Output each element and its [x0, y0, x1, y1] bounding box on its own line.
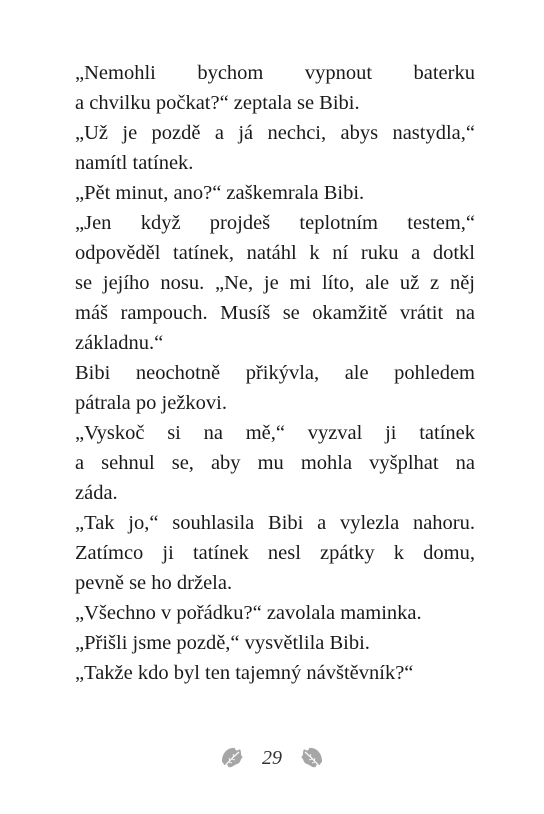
- text-line: máš rampouch. Musíš se okamžitě vrátit na: [75, 302, 475, 324]
- text-line: se jejího nosu. „Ne, je mi líto, ale už z něj: [75, 272, 475, 294]
- text-line: „Už je pozdě a já nechci, abys nastydla,“: [75, 122, 475, 144]
- leaf-icon-left: [218, 743, 248, 773]
- page-footer: [0, 738, 544, 778]
- paragraph: [75, 418, 475, 508]
- paragraph: [75, 208, 475, 358]
- paragraph: [75, 628, 475, 658]
- text-line: „Vyskoč si na mě,“ vyzval ji tatínek: [75, 422, 475, 444]
- paragraph: [75, 508, 475, 598]
- text-line: Zatímco ji tatínek nesl zpátky k domu,: [75, 542, 475, 564]
- text-line: namítl tatínek.: [75, 152, 194, 174]
- paragraph: [75, 118, 475, 178]
- paragraph: [75, 598, 475, 628]
- text-line: „Pět minut, ano?“ zaškemrala Bibi.: [75, 182, 365, 204]
- paragraph: [75, 658, 475, 688]
- text-line: „Přišli jsme pozdě,“ vysvětlila Bibi.: [75, 632, 370, 654]
- paragraph: [75, 358, 475, 418]
- text-line: „Jen když projdeš teplotním testem,“: [75, 212, 475, 234]
- body-text: [75, 58, 475, 688]
- paragraph: [75, 58, 475, 118]
- text-line: „Tak jo,“ souhlasila Bibi a vylezla nahoru.: [75, 512, 475, 534]
- text-line: Bibi neochotně přikývla, ale pohledem: [75, 362, 475, 384]
- text-line: odpověděl tatínek, natáhl k ní ruku a dotkl: [75, 242, 475, 264]
- paragraph: [75, 178, 475, 208]
- text-line: pevně se ho držela.: [75, 572, 233, 594]
- text-line: základnu.“: [75, 332, 164, 354]
- text-line: „Nemohli bychom vypnout baterku: [75, 62, 475, 84]
- text-line: „Všechno v pořádku?“ zavolala maminka.: [75, 602, 422, 624]
- text-line: pátrala po ježkovi.: [75, 392, 227, 414]
- leaf-icon-right: [296, 743, 326, 773]
- text-line: „Takže kdo byl ten tajemný návštěvník?“: [75, 662, 414, 684]
- text-line: a sehnul se, aby mu mohla vyšplhat na: [75, 452, 475, 474]
- page-number: 29: [262, 746, 282, 769]
- text-line: záda.: [75, 482, 118, 504]
- text-line: a chvilku počkat?“ zeptala se Bibi.: [75, 92, 360, 114]
